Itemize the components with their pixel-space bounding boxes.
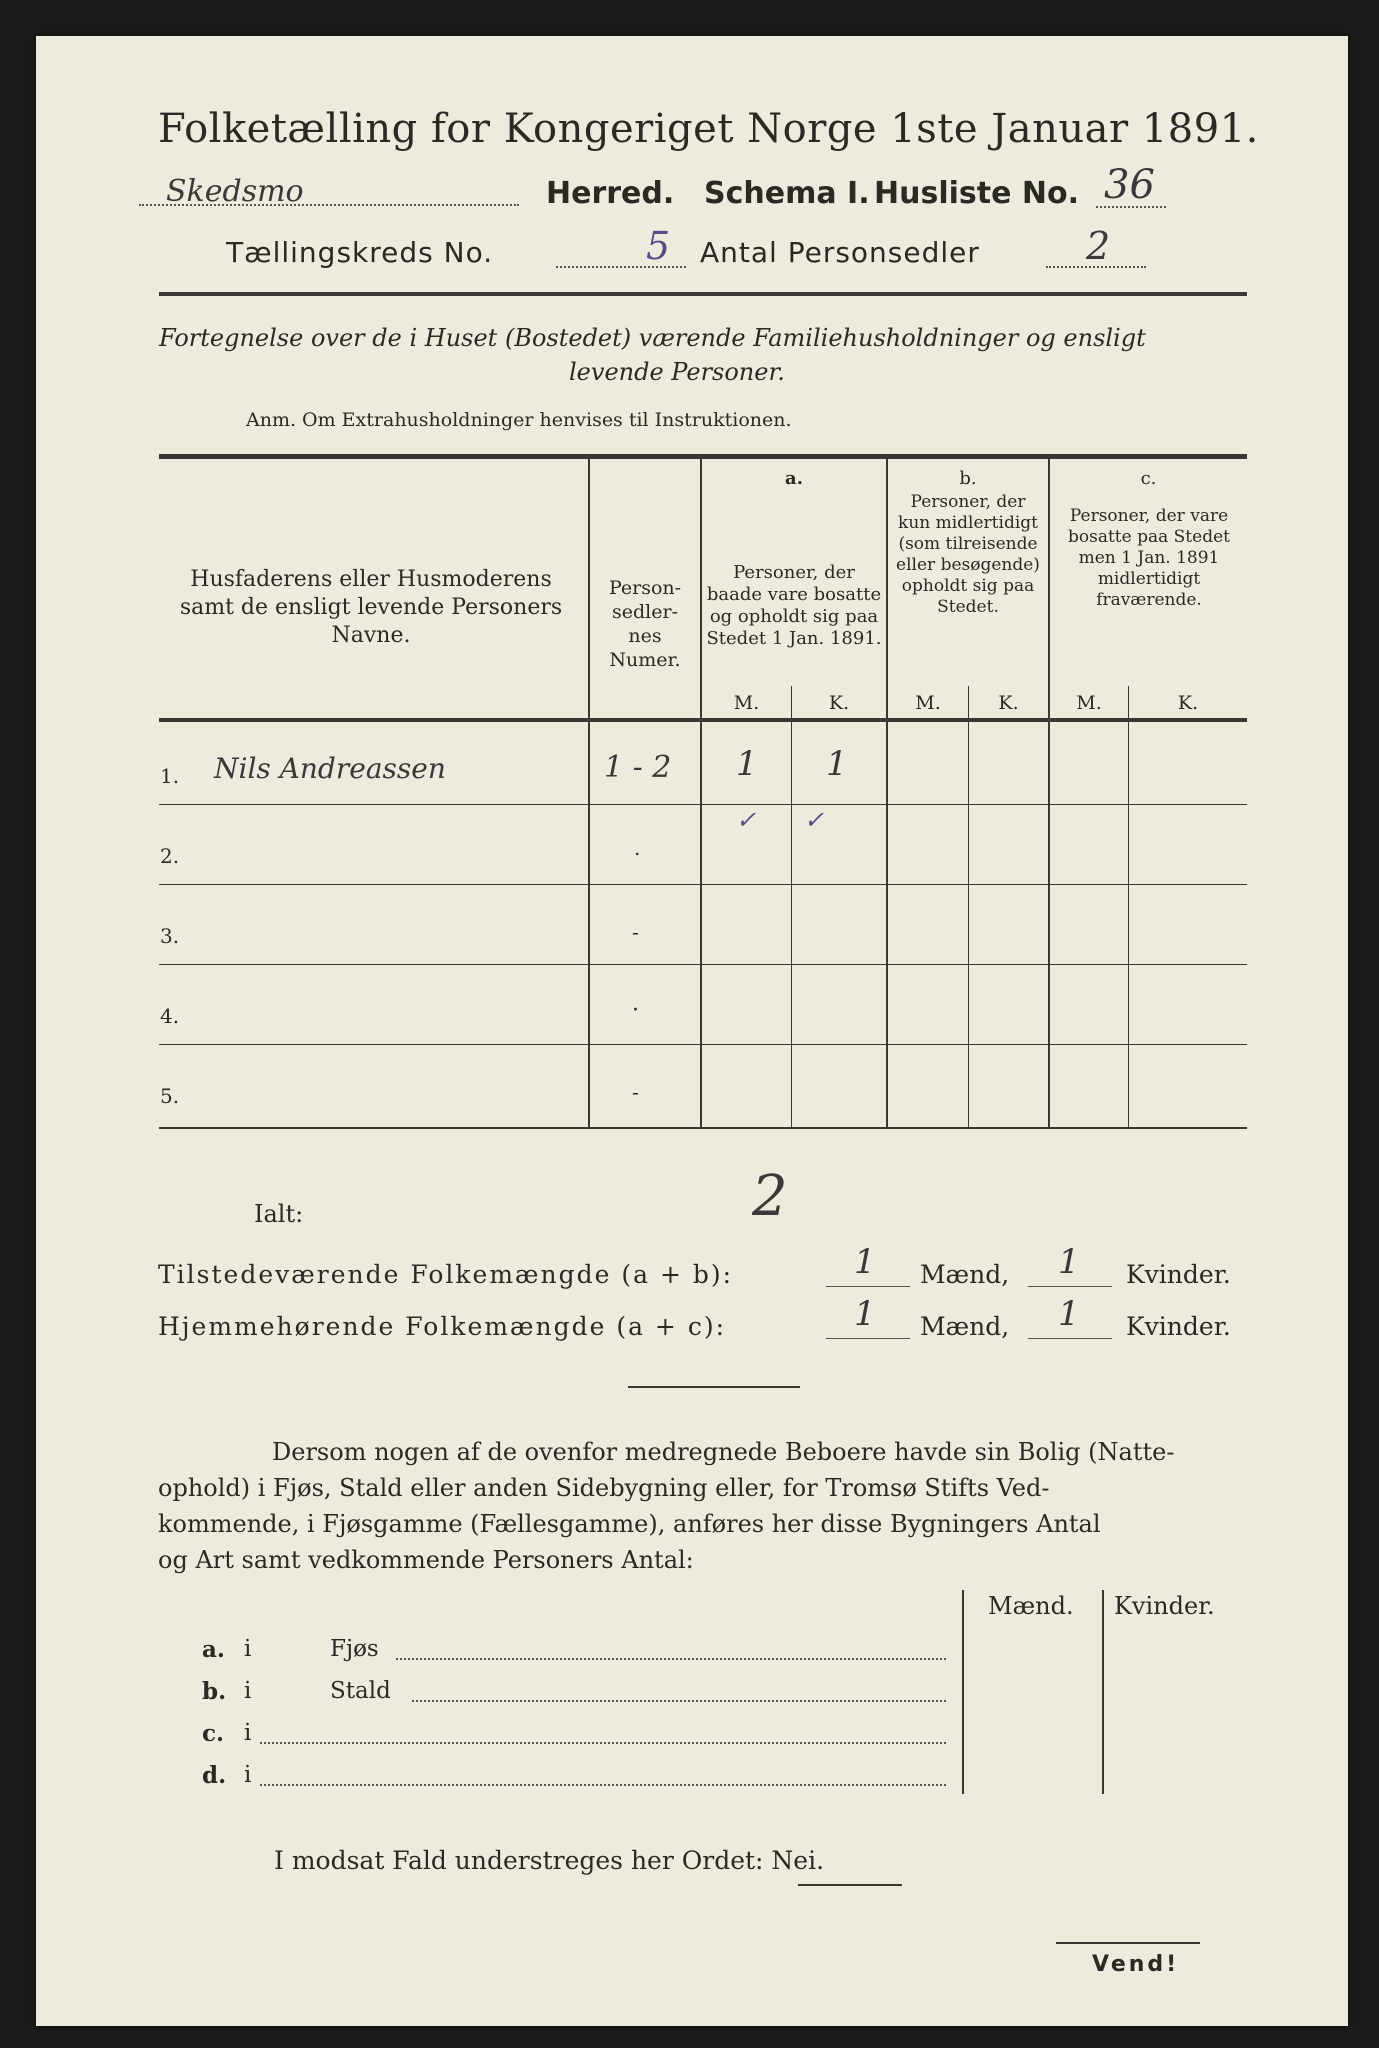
row-numer: 1 - 2 [604, 750, 672, 785]
building-i: i [244, 1762, 252, 1788]
row-numer: · [632, 998, 639, 1023]
building-letter: a. [202, 1636, 225, 1663]
hjemme-kvinder-label: Kvinder. [1126, 1312, 1231, 1341]
herred-label: Herred. [546, 176, 675, 211]
col-header-b-letter: b. [959, 468, 977, 489]
tilsted-m-value: 1 [854, 1242, 876, 1282]
col-b-m: M. [915, 692, 941, 714]
row-name: Nils Andreassen [214, 752, 446, 785]
form-title: Folketælling for Kongeriget Norge 1ste Januar 1891. [158, 106, 1259, 152]
row-numer: - [632, 920, 639, 944]
row-a-m: 1 [736, 744, 758, 784]
buildings-head-kvinder: Kvinder. [1114, 1592, 1215, 1620]
buildings-head-maend: Mænd. [988, 1592, 1074, 1620]
col-a-m: M. [733, 692, 760, 714]
tilsted-kvinder-label: Kvinder. [1126, 1260, 1231, 1289]
col-header-c: Personer, der vare bosatte paa Stedet men 1 Jan. 1891 midlertidigt fraværende. [1068, 506, 1230, 610]
row-a-k-check: ✓ [804, 806, 825, 834]
antal-label: Antal Personsedler [700, 236, 980, 269]
tilsted-maend-label: Mænd, [920, 1260, 1010, 1289]
col-b-k: K. [998, 692, 1019, 714]
row-numer: . [634, 836, 641, 860]
building-letter: d. [202, 1762, 227, 1789]
col-c-k: K. [1177, 692, 1199, 714]
col-header-numer: Person-sedler-nes Numer. [608, 577, 682, 671]
census-form-page [36, 36, 1348, 2026]
modsat-note: I modsat Fald understreges her Ordet: Nei. [274, 1846, 825, 1875]
tilsted-k-value: 1 [1058, 1242, 1080, 1282]
row-numer: - [632, 1080, 639, 1104]
para-line2: ophold) i Fjøs, Stald eller anden Sidebygning eller, for Tromsø Stifts Ved- [158, 1474, 1050, 1502]
tilsted-label: Tilstedeværende Folkemængde (a + b): [158, 1260, 734, 1289]
hjemme-label: Hjemmehørende Folkemængde (a + c): [158, 1312, 726, 1341]
anm-note: Anm. Om Extrahusholdninger henvises til Instruktionen. [246, 409, 792, 431]
hjemme-m-value: 1 [854, 1294, 876, 1334]
row-a-k: 1 [826, 744, 848, 784]
building-letter: b. [202, 1678, 227, 1705]
header-rule [159, 292, 1247, 296]
col-header-names: Husfaderens eller Husmoderens samt de ensligt levende Personers Navne. [179, 567, 563, 648]
para-line3: kommende, i Fjøsgamme (Fællesgamme), anføres her disse Bygningers Antal [158, 1510, 1101, 1538]
col-header-a: Personer, der baade vare bosatte og opholdt sig paa Stedet 1 Jan. 1891. [706, 562, 882, 649]
para-line4: og Art samt vedkommende Personers Antal: [158, 1546, 694, 1574]
col-header-b: Personer, der kun midlertidigt (som tilreisende eller besøgende) opholdt sig paa Stedet. [896, 492, 1040, 617]
row-number: 4. [160, 1004, 180, 1028]
row-number: 2. [160, 844, 180, 868]
vend-label: Vend! [1092, 1952, 1180, 1977]
building-name: Stald [330, 1678, 391, 1704]
para-line1: Dersom nogen af de ovenfor medregnede Beboere havde sin Bolig (Natte- [272, 1438, 1175, 1466]
building-i: i [244, 1636, 252, 1662]
subtitle-line1: Fortegnelse over de i Huset (Bostedet) værende Familiehusholdninger og ensligt [159, 324, 1146, 352]
subtitle-line2: levende Personer. [569, 358, 785, 386]
hjemme-maend-label: Mænd, [920, 1312, 1010, 1341]
antal-value: 2 [1086, 224, 1111, 268]
col-c-m: M. [1076, 692, 1102, 714]
kreds-value: 5 [646, 224, 671, 268]
building-letter: c. [202, 1720, 225, 1747]
row-a-m-check: ✓ [736, 806, 757, 834]
building-i: i [244, 1720, 252, 1746]
schema-label: Schema I. [704, 176, 870, 211]
ialt-label: Ialt: [254, 1200, 304, 1228]
nei-underline [798, 1884, 902, 1886]
husliste-value: 36 [1104, 162, 1155, 208]
building-name: Fjøs [330, 1636, 379, 1662]
kreds-label: Tællingskreds No. [226, 236, 494, 269]
row-number: 1. [160, 764, 180, 788]
row-number: 3. [160, 924, 180, 948]
husliste-label: Husliste No. [874, 176, 1079, 211]
herred-value: Skedsmo [166, 174, 304, 209]
building-i: i [244, 1678, 252, 1704]
section-divider [628, 1386, 800, 1388]
col-header-c-letter: c. [1140, 468, 1157, 489]
ialt-value: 2 [752, 1164, 788, 1229]
col-a-k: K. [828, 692, 850, 714]
row-number: 5. [160, 1084, 180, 1108]
col-header-a-letter: a. [785, 468, 803, 489]
hjemme-k-value: 1 [1058, 1294, 1080, 1334]
